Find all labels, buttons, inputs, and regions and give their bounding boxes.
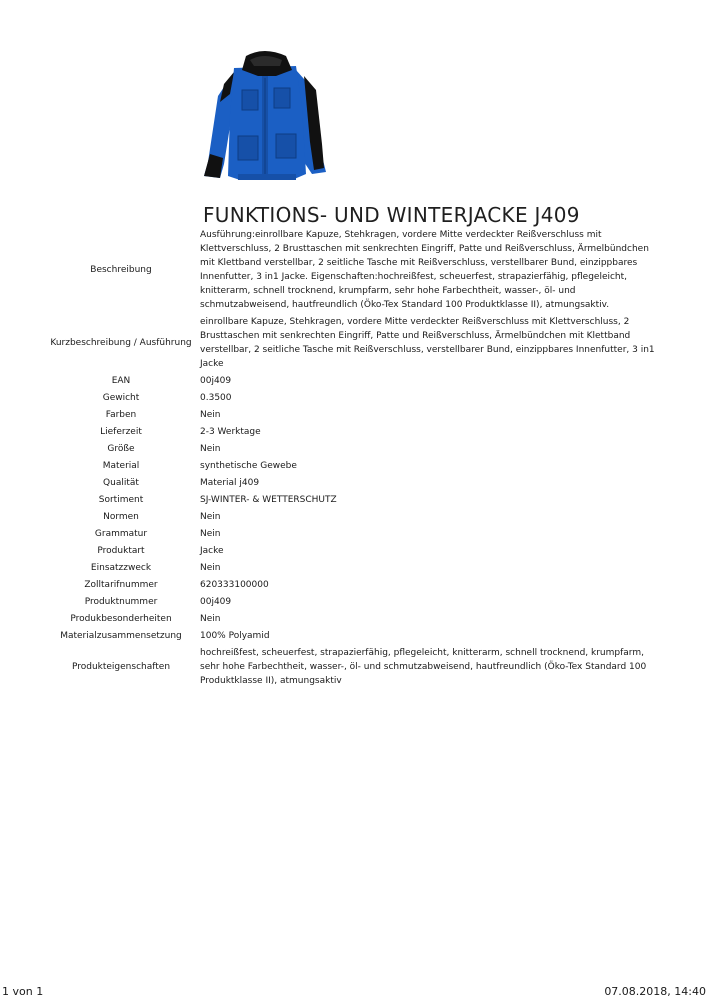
spec-value: einrollbare Kapuze, Stehkragen, vordere Mitte verdeckter Reißverschluss mit Klettverschluss, 2 Brusttaschen mit senkrechten Eingriff, Patte und Reißverschluss, Ärmelbündchen mit Klettband verstellbar, 2 seitliche Tasche mit Reißverschluss, verstellbarer Bund, einzippbares Innenfutter, 3 in1 Jacke xyxy=(200,317,655,369)
spec-value: 00j409 xyxy=(200,597,232,607)
spec-label: Gewicht xyxy=(102,393,140,403)
spec-table xyxy=(46,227,658,690)
page-number: 1 von 1 xyxy=(2,985,44,998)
spec-value: 100% Polyamid xyxy=(200,631,270,641)
product-title: FUNKTIONS- UND WINTERJACKE J409 xyxy=(203,203,580,227)
spec-value: 0.3500 xyxy=(200,393,232,403)
spec-value: 00j409 xyxy=(200,376,232,386)
spec-value: SJ-WINTER- & WETTERSCHUTZ xyxy=(200,495,337,505)
spec-value: Nein xyxy=(200,512,221,522)
spec-label: Qualität xyxy=(103,478,139,488)
print-datetime: 07.08.2018, 14:40 xyxy=(604,985,706,998)
spec-label: Produkbesonderheiten xyxy=(70,614,172,624)
spec-value: Nein xyxy=(200,444,221,454)
spec-row xyxy=(46,543,658,560)
spec-label: Farben xyxy=(105,410,137,420)
spec-value: Jacke xyxy=(200,546,224,556)
spec-label: Produkteigenschaften xyxy=(71,662,171,672)
spec-label: Material xyxy=(102,461,140,471)
spec-row xyxy=(46,560,658,577)
spec-value: hochreißfest, scheuerfest, strapazierfähig, pflegeleicht, knitterarm, schnell trocknend, krumpfarm, sehr hohe Farbechtheit, wasser-, öl- und schmutzabweisend, hautfreundlich (Öko-Tex Standard 100 Produktklasse II), atmungsaktiv xyxy=(200,648,647,686)
spec-value: 620333100000 xyxy=(200,580,269,590)
spec-label: Sortiment xyxy=(98,495,144,505)
spec-label: Grammatur xyxy=(94,529,148,539)
spec-row xyxy=(46,611,658,628)
spec-value: Nein xyxy=(200,529,221,539)
spec-label: Größe xyxy=(107,444,135,454)
spec-row xyxy=(46,645,658,690)
spec-value: synthetische Gewebe xyxy=(200,461,297,471)
spec-value: 2-3 Werktage xyxy=(200,427,261,437)
spec-row xyxy=(46,424,658,441)
spec-label: Einsatzzweck xyxy=(90,563,152,573)
spec-label: Kurzbeschreibung / Ausführung xyxy=(50,338,192,348)
spec-value: Material j409 xyxy=(200,478,260,488)
spec-row xyxy=(46,458,658,475)
spec-value: Nein xyxy=(200,614,221,624)
spec-label: Produktnummer xyxy=(84,597,158,607)
spec-label: Produktart xyxy=(97,546,145,556)
spec-row xyxy=(46,390,658,407)
spec-label: Zolltarifnummer xyxy=(84,580,158,590)
spec-row xyxy=(46,577,658,594)
spec-label: Lieferzeit xyxy=(100,427,142,437)
spec-row xyxy=(46,373,658,390)
spec-row xyxy=(46,475,658,492)
spec-label: Materialzusammensetzung xyxy=(60,631,182,641)
spec-row xyxy=(46,227,658,314)
spec-row xyxy=(46,407,658,424)
spec-row xyxy=(46,509,658,526)
spec-label: EAN xyxy=(111,376,131,386)
product-image xyxy=(200,44,332,184)
jacket-icon xyxy=(200,44,332,184)
spec-row xyxy=(46,628,658,645)
spec-row xyxy=(46,526,658,543)
spec-label: Beschreibung xyxy=(90,265,152,275)
spec-value: Ausführung:einrollbare Kapuze, Stehkragen, vordere Mitte verdeckter Reißverschluss mit Klettverschluss, 2 Brusttaschen mit senkrechten Eingriff, Patte und Reißverschluss, Ärmelbündchen mit Klettband verstellbar, 2 seitliche Tasche mit Reißverschluss, verstellbarer Bund, einzippbares Innenfutter, 3 in1 Jacke. Eigenschaften:hochreißfest, scheuerfest, strapazierfähig, pflegeleicht, knitterarm, schnell trocknend, krumpfarm, sehr hohe Farbechtheit, wasser-, öl- und schmutzabweisend, hautfreundlich (Öko-Tex Standard 100 Produktklasse II), atmungsaktiv. xyxy=(200,230,649,310)
spec-label: Normen xyxy=(103,512,139,522)
spec-row xyxy=(46,314,658,373)
spec-row xyxy=(46,492,658,509)
spec-value: Nein xyxy=(200,563,221,573)
spec-row xyxy=(46,441,658,458)
spec-value: Nein xyxy=(200,410,221,420)
spec-row xyxy=(46,594,658,611)
